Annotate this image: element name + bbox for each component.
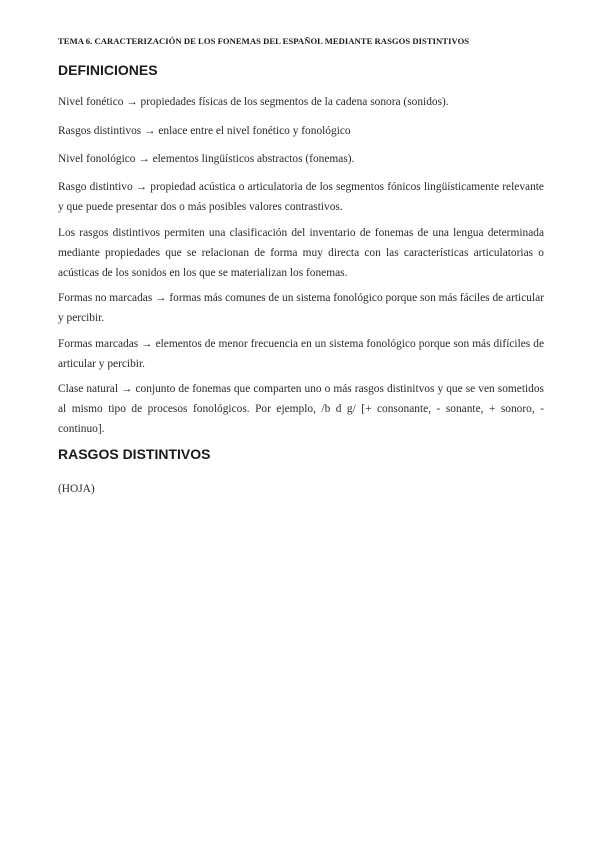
paragraph-rasgo-distintivo: Rasgo distintivo → propiedad acústica o articulatoria de los segmentos fónicos lingüísticamente relevante y que puede presentar dos o más posibles valores contrastivos.: [58, 181, 544, 213]
paragraph-rasgos-distintivos: Rasgos distintivos → enlace entre el nivel fonético y fonológico: [58, 125, 351, 137]
paragraph-nivel-fonologico: Nivel fonológico → elementos lingüísticos abstractos (fonemas).: [58, 153, 355, 165]
document-title: TEMA 6. CARACTERIZACIÓN DE LOS FONEMAS DEL ESPAÑOL MEDIANTE RASGOS DISTINTIVOS: [58, 36, 470, 46]
section-heading-rasgos-distintivos: RASGOS DISTINTIVOS: [58, 446, 211, 462]
paragraph-hoja: (HOJA): [58, 483, 95, 495]
section-heading-definiciones: DEFINICIONES: [58, 62, 158, 78]
paragraph-formas-no-marcadas: Formas no marcadas → formas más comunes de un sistema fonológico porque son más fáciles de articular y percibir.: [58, 292, 544, 324]
paragraph-clasificacion: Los rasgos distintivos permiten una clasificación del inventario de fonemas de una lengua determinada mediante propiedades que se relacionan de forma muy directa con las características articulatorias o acústicas de los sonidos en los que se materializan los fonemas.: [58, 227, 544, 279]
paragraph-nivel-fonetico: Nivel fonético → propiedades físicas de los segmentos de la cadena sonora (sonidos).: [58, 96, 449, 108]
paragraph-clase-natural: Clase natural → conjunto de fonemas que comparten uno o más rasgos distinitvos y que se ven sometidos al mismo tipo de procesos fonológicos. Por ejemplo, /b d g/ [+ consonante, - sonante, + sonoro, - continuo].: [58, 383, 544, 435]
paragraph-formas-marcadas: Formas marcadas → elementos de menor frecuencia en un sistema fonológico porque son más difíciles de articular y percibir.: [58, 338, 544, 370]
